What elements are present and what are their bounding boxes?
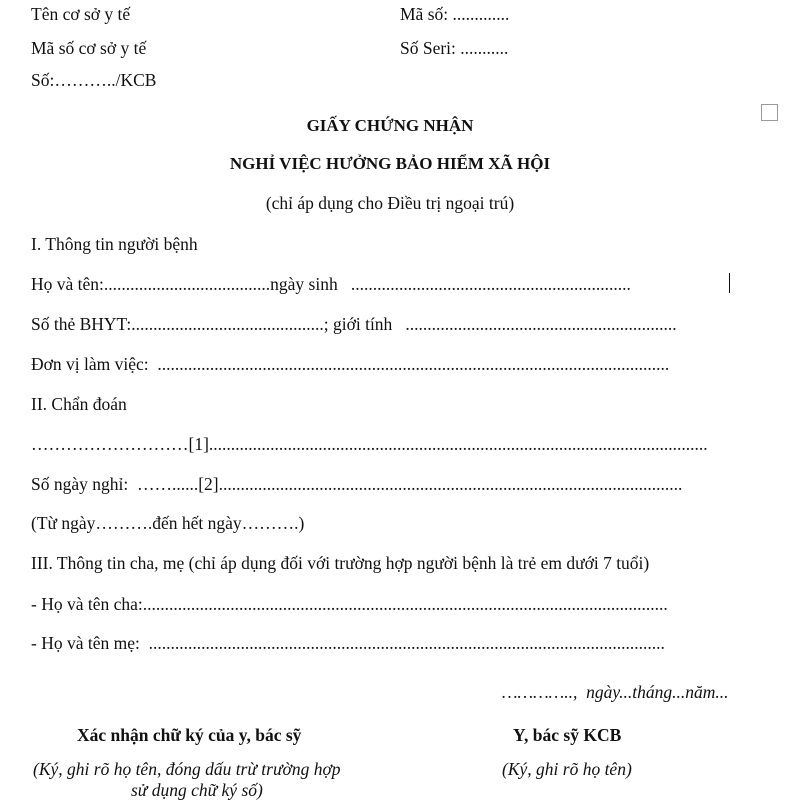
- leave-days-field[interactable]: Số ngày nghỉ: ……......[2]..........................................................................................................: [31, 474, 683, 494]
- section-patient-info: I. Thông tin người bệnh: [31, 234, 198, 254]
- certificate-title: GIẤY CHỨNG NHẬN: [306, 116, 474, 135]
- confirm-signature-title: Xác nhận chữ ký của y, bác sỹ: [77, 725, 302, 745]
- father-name-field[interactable]: - Họ và tên cha:........................................................................................................................: [31, 594, 668, 614]
- mother-name-field[interactable]: - Họ và tên mẹ: ......................................................................................................................: [31, 633, 665, 653]
- doctor-signature-title: Y, bác sỹ KCB: [513, 725, 622, 745]
- diagnosis-field[interactable]: ………………………[1]..................................................................................................................: [31, 434, 708, 454]
- confirm-signature-note-2: sử dụng chữ ký số): [131, 780, 263, 800]
- certificate-subtitle: (chỉ áp dụng cho Điều trị ngoại trú): [265, 193, 515, 213]
- certificate-number: Số:………../KCB: [31, 70, 157, 90]
- leave-period-field[interactable]: (Từ ngày……….đến hết ngày……….): [31, 513, 305, 533]
- confirm-signature-note: (Ký, ghi rõ họ tên, đóng dấu trừ trường hợp: [33, 759, 341, 779]
- serial-number: Số Seri: ...........: [400, 38, 509, 58]
- document-code: Mã số: .............: [400, 4, 510, 24]
- workplace-field[interactable]: Đơn vị làm việc: .....................................................................................................................: [31, 354, 670, 374]
- facility-name: Tên cơ sở y tế: [31, 4, 131, 24]
- patient-name-dob-field[interactable]: Họ và tên:......................................ngày sinh ................................................................: [31, 274, 631, 294]
- doctor-signature-note: (Ký, ghi rõ họ tên): [502, 759, 632, 779]
- section-diagnosis: II. Chẩn đoán: [31, 394, 127, 414]
- section-parent-info: III. Thông tin cha, mẹ (chỉ áp dụng đối với trường hợp người bệnh là trẻ em dưới 7 tuổi): [31, 553, 650, 573]
- facility-code: Mã số cơ sở y tế: [31, 38, 147, 58]
- text-cursor: [729, 273, 730, 293]
- certificate-title-line2: NGHỈ VIỆC HƯỞNG BẢO HIỂM XÃ HỘI: [229, 154, 551, 173]
- insurance-gender-field[interactable]: Số thẻ BHYT:............................................; giới tính ..............................................................: [31, 314, 677, 334]
- date-place-line: ………….., ngày...tháng...năm...: [502, 682, 729, 702]
